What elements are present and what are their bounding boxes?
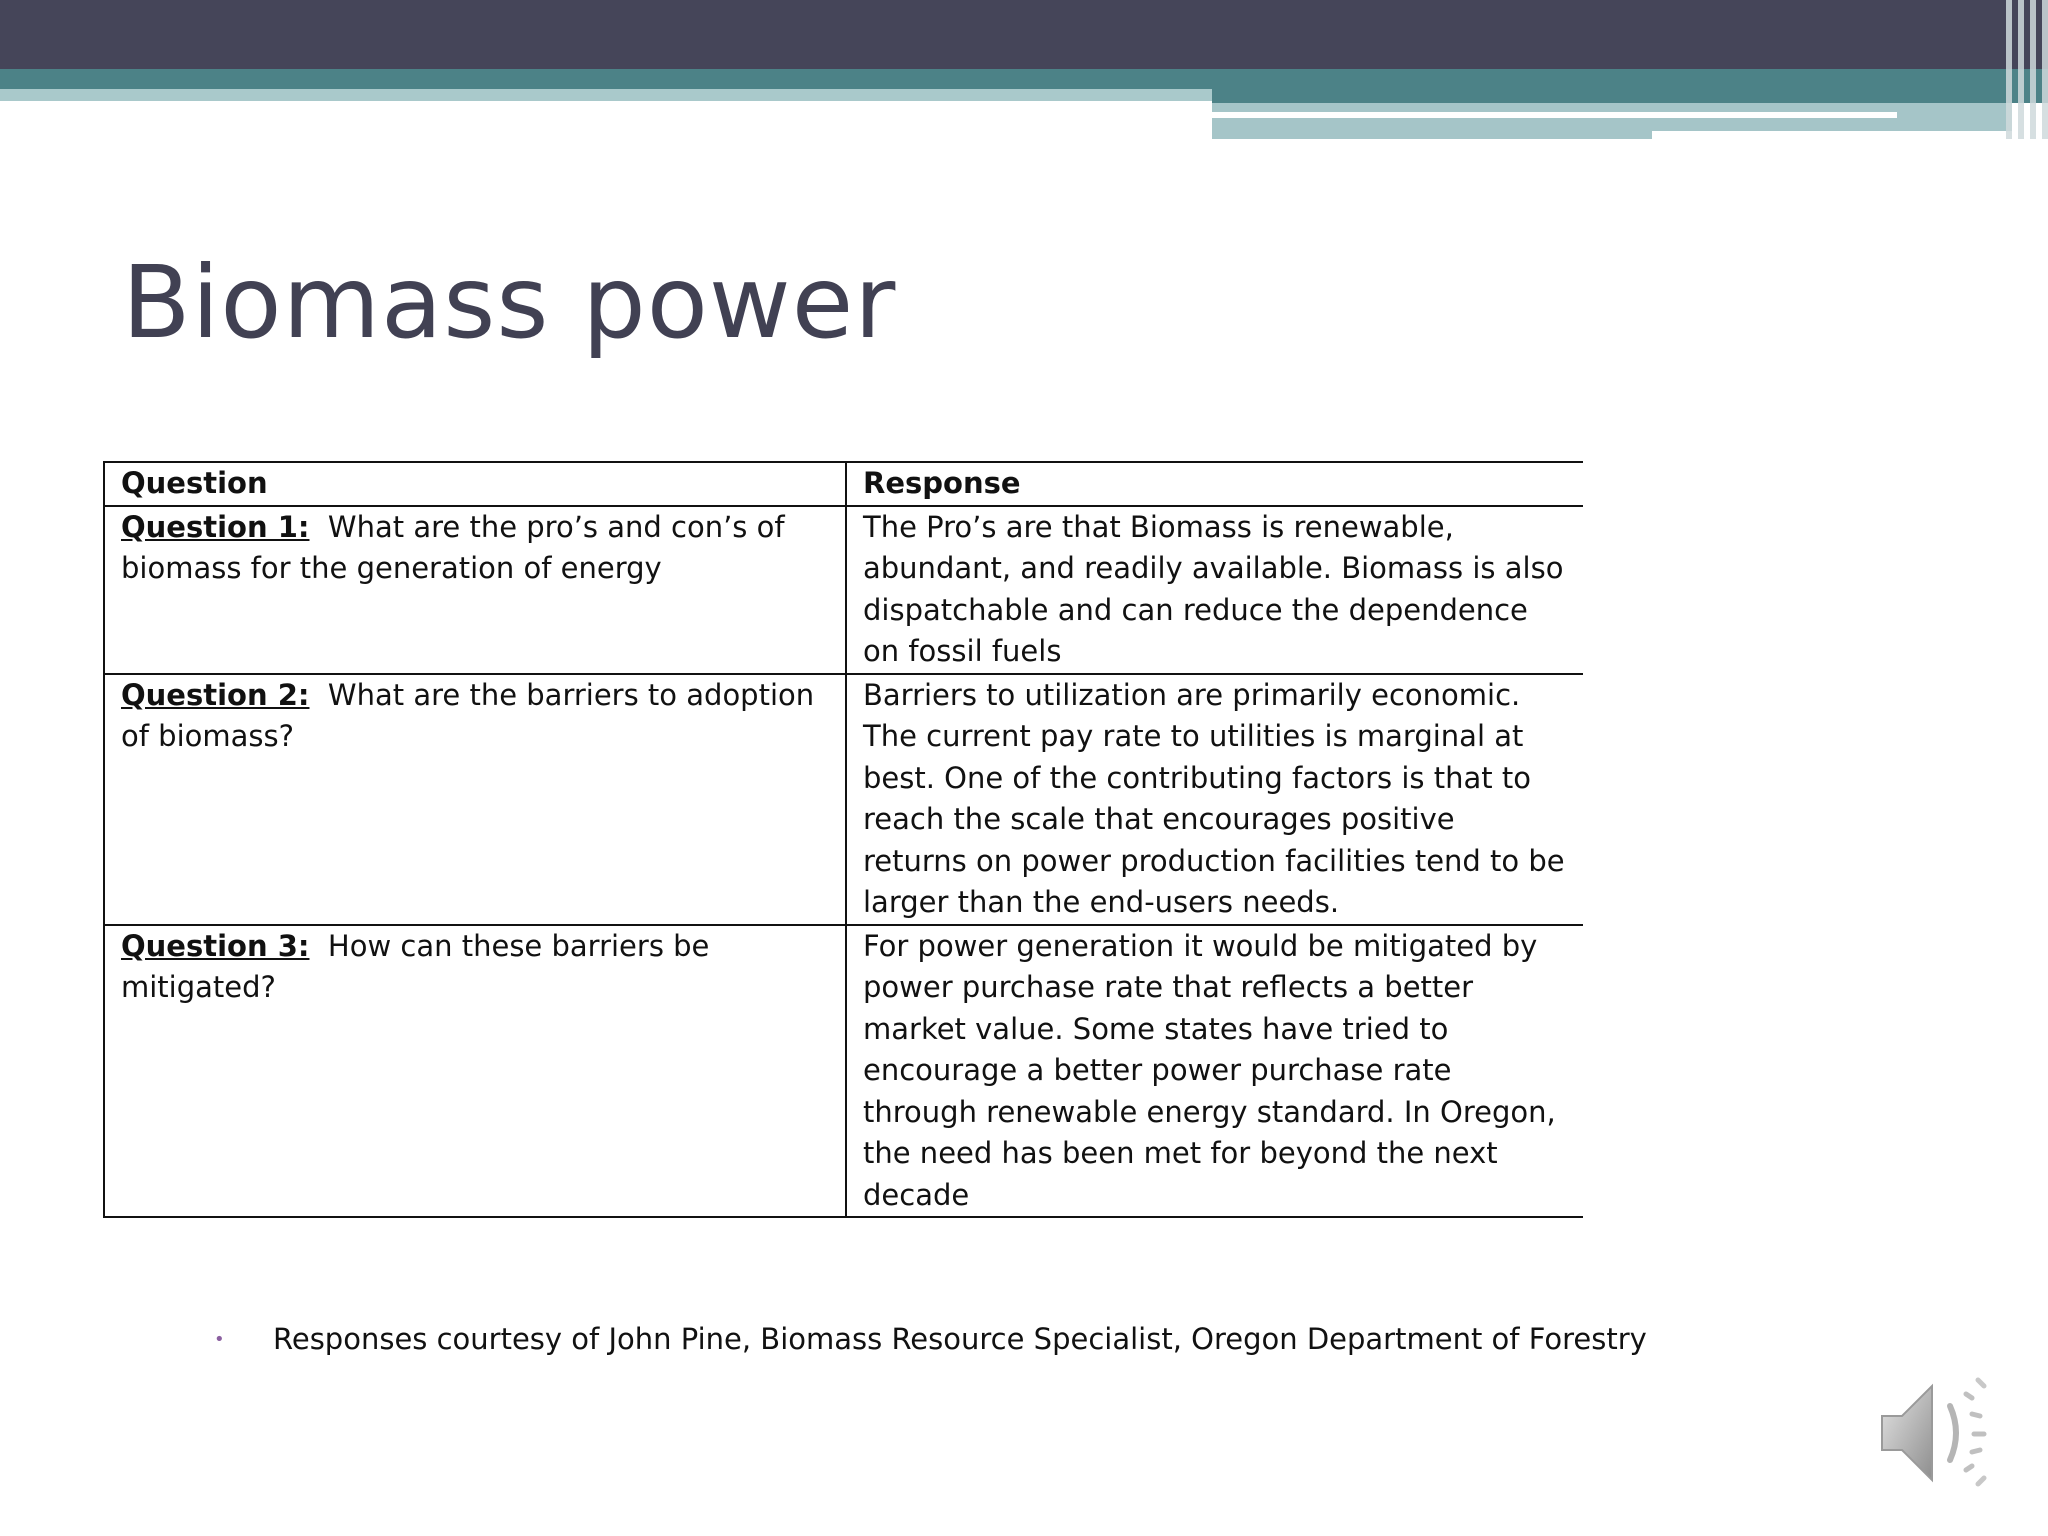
edge-stripe: [2006, 0, 2012, 139]
response-cell: The Pro’s are that Biomass is renewable, abundant, and readily available. Biomass is also dispatchable and can reduce the dependence on fossil fuels: [846, 506, 1583, 674]
question-text: How can these barriers be mitigated?: [121, 928, 710, 1004]
header-edge-stripes: [1992, 0, 2048, 139]
question-label: Question 2:: [121, 677, 310, 712]
qa-table: [103, 461, 1583, 1218]
question-label: Question 3:: [121, 928, 310, 963]
question-text: What are the barriers to adoption of biomass?: [121, 677, 815, 753]
header-band-teal: [0, 69, 2048, 89]
header-white-line-2: [1652, 131, 2012, 139]
question-label: Question 1:: [121, 509, 310, 544]
header-band-light-left: [0, 89, 1212, 101]
footnote-text: Responses courtesy of John Pine, Biomass Resource Specialist, Oregon Department of Forestry: [273, 1322, 1647, 1356]
question-cell: [104, 925, 846, 1218]
speaker-icon[interactable]: [1874, 1368, 2014, 1498]
question-text: What are the pro’s and con’s of biomass for the generation of energy: [121, 509, 785, 585]
response-column-header: Response: [846, 462, 1583, 506]
table-row: [104, 925, 1583, 1218]
table-row: [104, 506, 1583, 674]
header-white-line: [1212, 112, 1897, 118]
slide-title: Biomass power: [122, 244, 897, 361]
bullet-icon: •: [214, 1328, 225, 1350]
edge-stripe: [2018, 0, 2024, 139]
question-cell: [104, 674, 846, 925]
question-column-header: Question: [104, 462, 846, 506]
table-row: [104, 674, 1583, 925]
response-cell: For power generation it would be mitigated by power purchase rate that reflects a better market value. Some states have tried to encourage a better power purchase rate through renewable energy standard. In Oregon, the need has been met for beyond the next decade: [846, 925, 1583, 1218]
header-band-dark: [0, 0, 2048, 69]
question-cell: [104, 506, 846, 674]
table-header-row: [104, 462, 1583, 506]
footnote: [214, 1322, 1647, 1356]
header-band-teal-right: [1212, 89, 2048, 103]
response-cell: Barriers to utilization are primarily economic. The current pay rate to utilities is marginal at best. One of the contributing factors is that to reach the scale that encourages positive returns on power production facilities tend to be larger than the end-users needs.: [846, 674, 1583, 925]
edge-stripe: [2030, 0, 2036, 139]
edge-stripe: [2042, 0, 2048, 139]
